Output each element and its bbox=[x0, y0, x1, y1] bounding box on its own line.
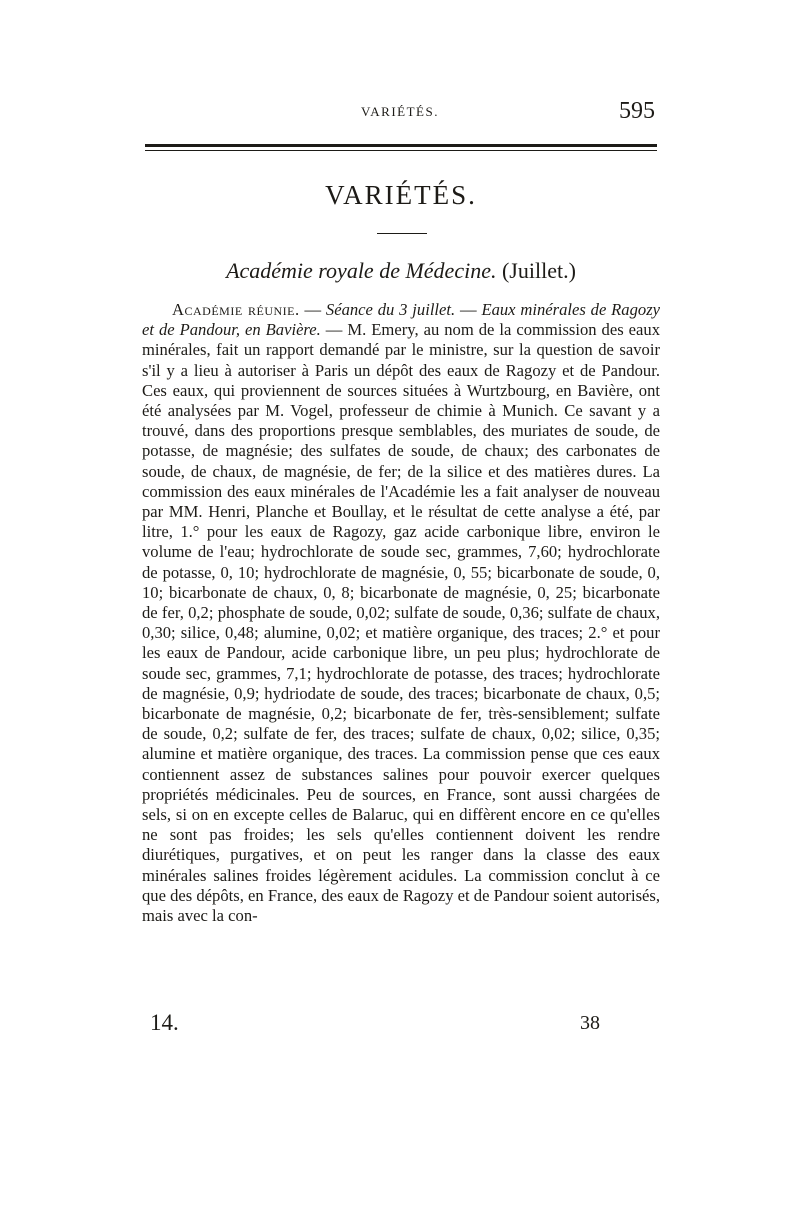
page-number: 595 bbox=[619, 98, 655, 124]
signature-mark-right: 38 bbox=[580, 1012, 600, 1034]
subtitle-month: (Juillet.) bbox=[501, 258, 576, 283]
header-rule-thin bbox=[145, 150, 657, 151]
subtitle-main: Académie royale de Médecine. bbox=[226, 258, 497, 283]
article-body bbox=[142, 300, 660, 926]
signature-mark-left: 14. bbox=[150, 1010, 179, 1035]
title-divider bbox=[377, 233, 427, 234]
article-dash: — bbox=[320, 320, 348, 340]
section-subtitle bbox=[145, 258, 657, 284]
running-title: VARIÉTÉS. bbox=[361, 104, 439, 119]
page-footer bbox=[150, 1010, 650, 1040]
article-dash: — bbox=[455, 300, 482, 319]
article-text: M. Emery, au nom de la commission des eaux minérales, fait un rapport demandé par le ministre, sur la question de savoir s'il y a lieu à autoriser à Paris un dépôt des eaux de Ragozy et de Pandour. Ces eaux, qui proviennent de sources situées à Wurtzbourg, en Bavière, ont été analysées par M. Vogel, professeur de chimie à Munich. Ce savant y a trouvé, dans des proportions presque semblables, des muriates de soude, de potasse, de magnésie; des sulfates de soude, de chaux; des carbonates de soude, de chaux, de magnésie, de fer; de la silice et des matières dures. La commission des eaux minérales de l'Académie les a fait analyser de nouveau par MM. Henri, Planche et Boullay, et le résultat de cette analyse a été, par litre, 1.° pour les eaux de Ragozy, gaz acide carbonique libre, environ le volume de l'eau; hydrochlorate de soude sec, grammes, 7,60; hydrochlorate de potasse, 0, 10; hydrochlorate de magnésie, 0, 55; bicarbonate de soude, 0, 10; bicarbonate de chaux, 0, 8; bicarbonate de magnésie, 0, 25; bicarbonate de fer, 0,2; phosphate de soude, 0,02; sulfate de soude, 0,36; sulfate de chaux, 0,30; silice, 0,48; alumine, 0,02; et matière organique, des traces; 2.° et pour les eaux de Pandour, acide carbonique libre, un peu plus; hydrochlorate de soude sec, grammes, 7,1; hydrochlorate de potasse, des traces; hydrochlorate de magnésie, 0,9; hydriodate de soude, des traces; bicarbonate de chaux, 0,5; bicarbonate de magnésie, 0,2; bicarbonate de fer, très-sensiblement; sulfate de soude, 0,2; sulfate de fer, des traces; sulfate de chaux, 0,02; silice, 0,35; alumine et matière organique, des traces. La commission pense que ces eaux contiennent assez de substances salines pour pouvoir exercer quelques propriétés médicinales. Peu de sources, en France, sont aussi chargées de sels, si on en excepte celles de Balaruc, qui en diffèrent encore en ce qu'elles ne sont pas froides; les sels qu'elles contiennent doivent les rendre diurétiques, purgatives, et on peut les ranger dans la classe des eaux minérales salines froides légèrement acidules. La commission conclut à ce que des dépôts, en France, des eaux de Ragozy et de Pandour soient autorisés, mais avec la con- bbox=[142, 320, 661, 926]
article-topic: Eaux minérales de Ragozy et de Pandour, en Bavière. bbox=[142, 300, 661, 340]
article-dash: — bbox=[299, 300, 326, 319]
article-lead: Académie réunie. bbox=[172, 300, 300, 319]
article-session: Séance du 3 juillet. bbox=[325, 300, 456, 319]
running-head bbox=[145, 98, 655, 128]
header-rule-thick bbox=[145, 144, 657, 147]
section-title: VARIÉTÉS. bbox=[325, 180, 477, 210]
